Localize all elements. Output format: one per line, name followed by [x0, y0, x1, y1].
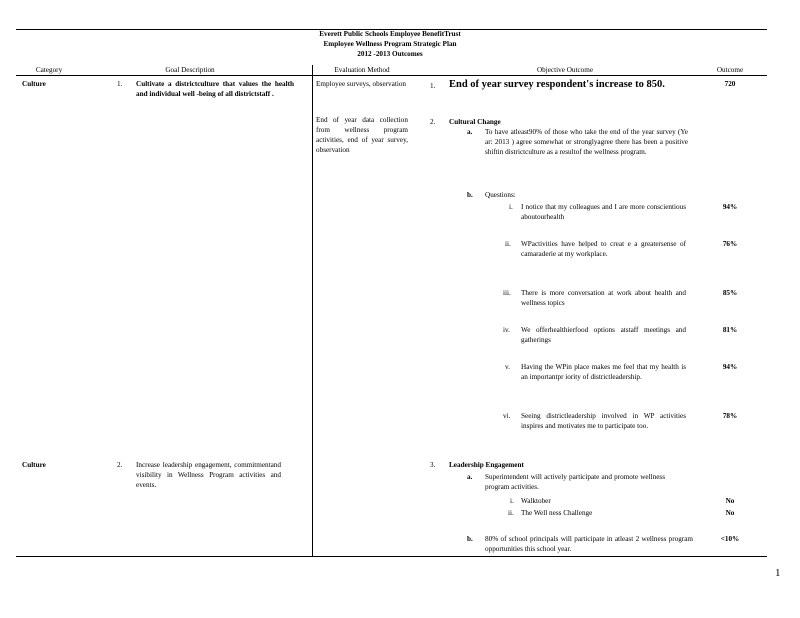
question-number: i.	[509, 203, 513, 211]
title-line-2: Employee Wellness Program Strategic Plan	[323, 40, 457, 48]
column-header-objective: Objective Outcome	[536, 66, 594, 74]
objective-letter: b.	[467, 191, 473, 199]
item-text: The Well ness Challenge	[521, 509, 593, 517]
objective-text: 80% of school principals will participate in atleast 2 wellness program opportunities this school year.	[485, 535, 693, 553]
objective-letter: a.	[467, 473, 473, 481]
column-header-outcome: Outcome	[716, 66, 744, 74]
objective-text: Superintendent will actively participate and promote wellness program activities.	[485, 473, 665, 491]
column-header-goal: Goal Description	[165, 66, 215, 74]
objective-letter: b.	[467, 535, 473, 543]
goal-number: 1.	[117, 80, 123, 88]
outcome-value: 94%	[722, 363, 738, 371]
goal-number: 2.	[117, 461, 123, 469]
outcome-value: 78%	[722, 412, 738, 420]
outcome-value: 85%	[722, 289, 738, 297]
outcome-value: 76%	[722, 240, 738, 248]
goal-description: Increase leadership engagement, commitmentand visibility in Wellness Program activities and events.	[136, 461, 281, 489]
outcome-value: No	[725, 509, 735, 517]
question-text: WPactivities have helped to creat e a greatersense of camaraderie at my workplace.	[521, 240, 686, 258]
document-title	[240, 29, 540, 59]
objective-text: Questions:	[485, 191, 516, 199]
outcome-value: No	[725, 497, 735, 505]
question-number: iv.	[503, 326, 510, 334]
objective-text: To have atleast90% of those who take the end of the year survey (Ye ar: 2013 ) agree somewhat or stronglyagree there has been a positive shiftin districtculture as a resultof the wellness program.	[485, 128, 688, 156]
outcome-value: <10%	[720, 535, 740, 543]
item-text: Walktober	[521, 497, 551, 505]
objective-number: 1.	[430, 82, 436, 90]
objective-letter: a.	[467, 128, 473, 136]
question-number: iii.	[503, 289, 511, 297]
question-number: vi.	[503, 412, 511, 420]
category-cell: Culture	[22, 80, 46, 88]
evaluation-method: End of year data collection from wellness program activities, end of year survey, observation	[316, 116, 408, 154]
outcome-value: 94%	[722, 203, 738, 211]
objective-text: End of year survey respondent's increase to 850.	[449, 79, 665, 90]
objective-title: Leadership Engagement	[449, 461, 524, 469]
header-bottom-border	[16, 75, 767, 76]
question-number: ii.	[505, 240, 511, 248]
column-header-evaluation: Evaluation Method	[334, 66, 390, 74]
title-line-1: Everett Public Schools Employee BenefitTrust	[319, 30, 461, 38]
outcome-value: 720	[724, 80, 736, 88]
question-text: There is more conversation at work about health and wellness topics	[521, 289, 686, 307]
evaluation-method: Employee surveys, observation	[316, 80, 407, 88]
objective-number: 3.	[430, 461, 436, 469]
category-cell: Culture	[22, 461, 46, 469]
item-number: i.	[510, 497, 514, 505]
title-line-3: 2012 -2013 Outcomes	[357, 50, 423, 58]
question-text: Having the WPin place makes me feel that my health is an importantpr iority of districtleadership.	[521, 363, 686, 381]
question-text: Seeing districtleadership involved in WP activities inspires and motivates me to participate too.	[521, 412, 686, 430]
question-text: We offerhealthierfood options atstaff meetings and gatherings	[521, 326, 686, 344]
question-number: v.	[505, 363, 510, 371]
column-divider	[312, 65, 313, 556]
outcome-value: 81%	[722, 326, 738, 334]
item-number: ii.	[508, 509, 514, 517]
goal-description: Cultivate a districtculture that values the health and individual well -being of all districtstaff .	[136, 80, 294, 98]
column-header-category: Category	[35, 66, 63, 74]
table-bottom-border	[16, 556, 767, 557]
objective-title: Cultural Change	[449, 118, 501, 126]
question-text: I notice that my colleagues and I are more conscientious aboutourhealth	[521, 203, 686, 221]
page-number: 1	[775, 567, 781, 579]
objective-number: 2.	[430, 118, 436, 126]
